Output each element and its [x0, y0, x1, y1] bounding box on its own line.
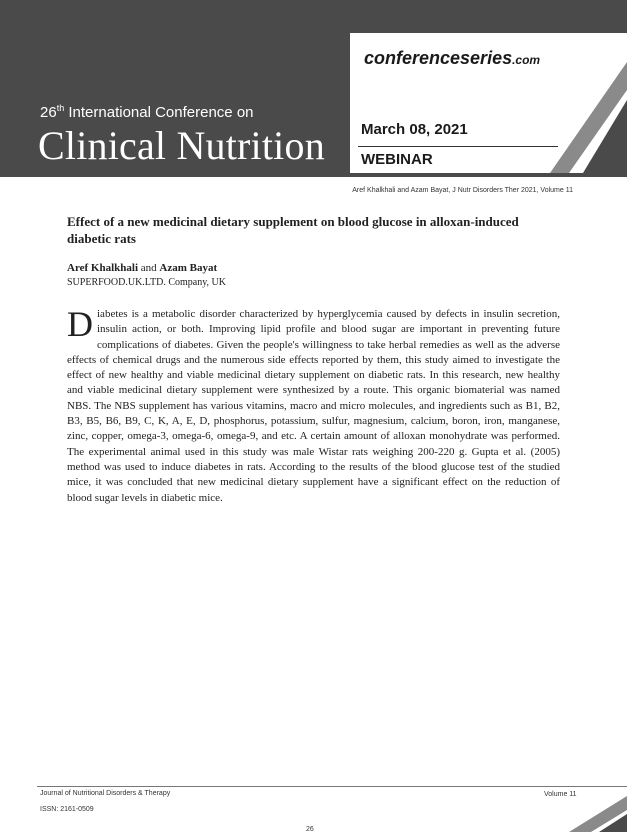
footer-stripe-decoration — [555, 792, 627, 832]
author-name: Aref Khalkhali — [67, 262, 139, 274]
brand-main: conferenceseries — [364, 48, 513, 68]
page-number: 26 — [306, 826, 314, 833]
article-title: Effect of a new medicinal dietary supplement on blood glucose in alloxan-induced diabetic rats — [67, 214, 519, 246]
conference-subtitle-text: International Conference on — [64, 104, 254, 121]
author-name: Azam Bayat — [159, 262, 218, 274]
abstract-body: iabetes is a metabolic disorder characterized by hyperglycemia caused by defects in insulin secretion, insulin action, or both. Improving lipid profile and blood sugar are important in preventing future complications of diabetes. Given the people's willingness to take herbal remedies as well as the adverse effects of chemical drugs and the numerous side effects reported by them, this study aimed to investigate the effect of new healthy and viable medicinal dietary supplement on diabetic rats. In this research, new healthy and viable medicinal dietary supplement were synthesized by a route. This organic biomaterial was named NBS. The NBS supplement has various vitamins, macro and micro molecules, and ingredients such as B1, B2, B3, B5, B6, B9, C, K, A, E, D, phosphorus, potassium, sulfur, magnesium, calcium, boron, iron, manganese, zinc, copper, omega-3, omega-6, omega-9, and etc. A certain amount of alloxan monohydrate was performed. The experimental animal used in this study was male Wistar rats weighing 200-220 g. Gupta et al. (2005) method was used to induce diabetes in rats. According to the results of the blood glucose test of the studied mice, it was concluded that new medicinal dietary supplement have a significant effect on the reduction of blood sugar levels in diabetic mice. — [67, 308, 560, 504]
author-joiner: and — [138, 262, 160, 274]
author-line — [67, 262, 217, 274]
footer-volume: Volume 11 — [544, 791, 577, 798]
abstract-dropcap: D — [67, 304, 93, 344]
abstract-paragraph — [67, 304, 560, 506]
citation-line: Aref Khalkhali and Azam Bayat, J Nutr Disorders Ther 2021, Volume 11 — [352, 187, 573, 194]
conference-ordinal-suffix: th — [56, 103, 65, 113]
conference-title: Clinical Nutrition — [38, 123, 325, 168]
event-info-panel — [350, 0, 627, 177]
header-bottom-bar — [350, 173, 627, 177]
event-type: WEBINAR — [361, 151, 433, 168]
conference-ordinal: 26 — [40, 104, 57, 121]
footer-journal-name: Journal of Nutritional Disorders & Therapy — [40, 790, 171, 797]
header-stripe-decoration — [550, 60, 627, 177]
date-divider — [358, 146, 558, 147]
conference-banner — [0, 0, 350, 177]
event-date: March 08, 2021 — [361, 121, 468, 138]
brand-suffix: .com — [512, 53, 541, 67]
footer-issn: ISSN: 2161-0509 — [40, 806, 94, 813]
footer-divider — [37, 786, 627, 787]
brand-logo — [364, 48, 540, 69]
author-affiliation: SUPERFOOD.UK.LTD. Company, UK — [67, 277, 226, 288]
conference-subtitle — [40, 103, 254, 121]
header-top-bar — [350, 0, 627, 33]
